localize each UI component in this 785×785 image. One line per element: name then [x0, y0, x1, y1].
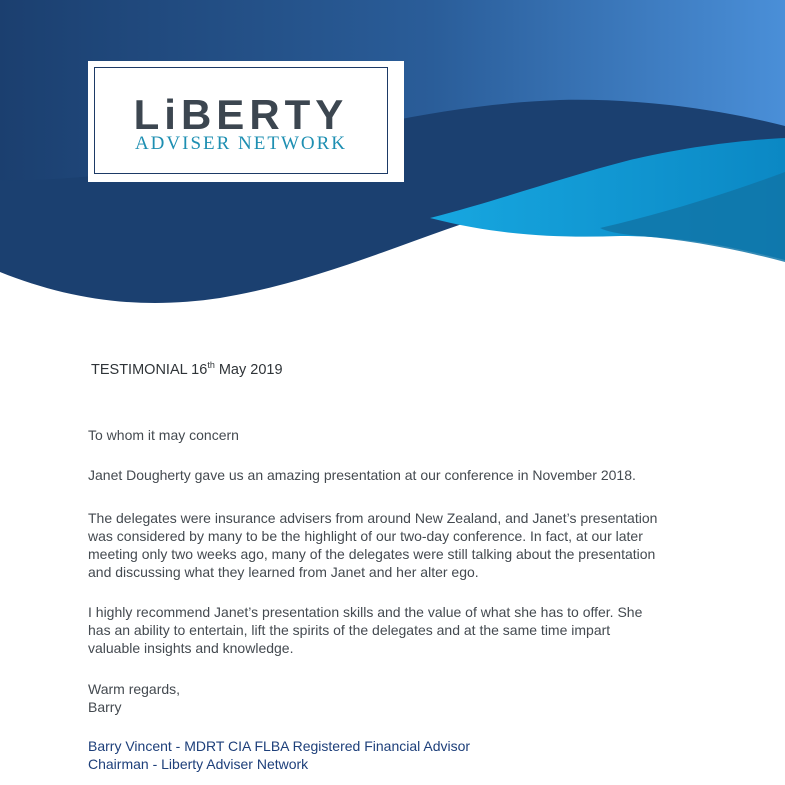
- signature-line-2: Chairman - Liberty Adviser Network: [88, 756, 309, 772]
- signature-line-1: Barry Vincent - MDRT CIA FLBA Registered Financial Advisor: [88, 738, 471, 754]
- paragraph-3-line-1: I highly recommend Janet’s presentation skills and the value of what she has to offer. She: [88, 604, 643, 620]
- logo-tagline: ADVISER NETWORK: [134, 133, 348, 154]
- paragraph-2-line-3: meeting only two weeks ago, many of the delegates were still talking about the presentation: [88, 546, 656, 562]
- salutation: To whom it may concern: [88, 427, 239, 443]
- logo-frame: [94, 67, 388, 174]
- paragraph-3-line-3: valuable insights and knowledge.: [88, 640, 294, 656]
- paragraph-2-line-4: and discussing what they learned from Janet and her alter ego.: [88, 564, 479, 580]
- paragraph-1: Janet Dougherty gave us an amazing presentation at our conference in November 2018.: [88, 467, 636, 483]
- paragraph-2-line-1: The delegates were insurance advisers from around New Zealand, and Janet’s presentation: [88, 510, 658, 526]
- paragraph-3-line-2: has an ability to entertain, lift the spirits of the delegates and at the same time impart: [88, 622, 611, 638]
- letter-title: TESTIMONIAL 16th May 2019: [91, 360, 283, 378]
- logo: [88, 61, 404, 182]
- closing-name: Barry: [88, 699, 122, 715]
- logo-wordmark: LiBERTY: [133, 91, 349, 138]
- closing: Warm regards,: [88, 681, 181, 697]
- paragraph-2-line-2: was considered by many to be the highlight of our two-day conference. In fact, at our later: [88, 528, 643, 544]
